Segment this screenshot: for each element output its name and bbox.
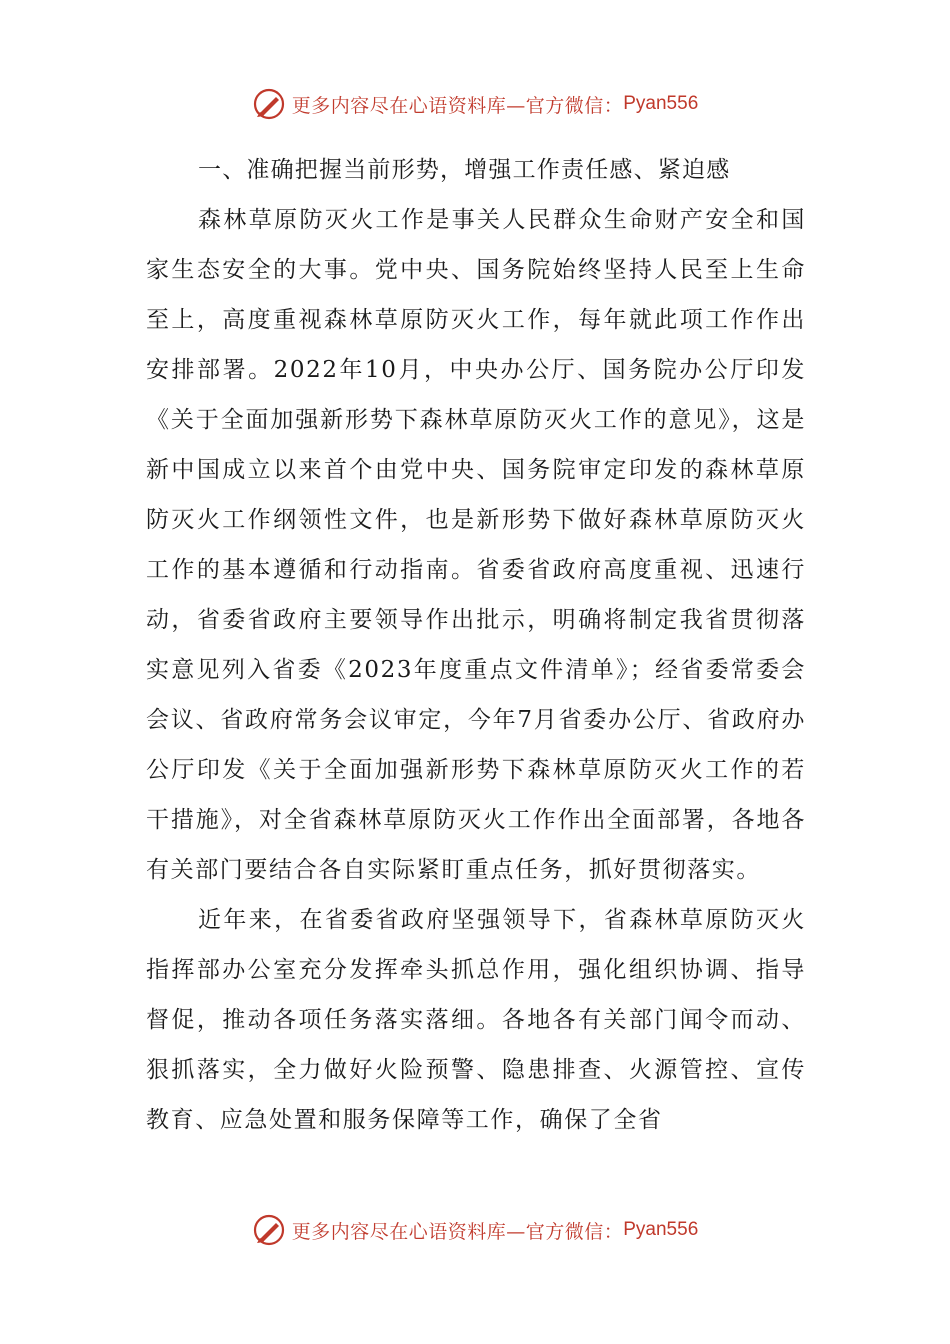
section-heading: 一、准确把握当前形势，增强工作责任感、紧迫感: [198, 157, 731, 183]
paragraph-2: 近年来，在省委省政府坚强领导下，省森林草原防灭火指挥部办公室充分发挥牵头抓总作用，强化组织协调、指导督促，推动各项任务落实落细。各地各有关部门闻令而动、狠抓落实，全力做好火险预警、隐患排查、火源管控、宣传教育、应急处置和服务保障等工作，确保了全省: [146, 907, 806, 1133]
wechat-id: Pyan556: [623, 1219, 699, 1240]
watermark-banner-top: [0, 84, 950, 124]
pen-logo-icon: [252, 87, 286, 121]
paragraph-1: 森林草原防灭火工作是事关人民群众生命财产安全和国家生态安全的大事。党中央、国务院始终坚持人民至上生命至上，高度重视森林草原防灭火工作，每年就此项工作作出安排部署。2022年10月，中央办公厅、国务院办公厅印发《关于全面加强新形势下森林草原防灭火工作的意见》，这是新中国成立以来首个由党中央、国务院审定印发的森林草原防灭火工作纲领性文件，也是新形势下做好森林草原防灭火工作的基本遵循和行动指南。省委省政府高度重视、迅速行动，省委省政府主要领导作出批示，明确将制定我省贯彻落实意见列入省委《2023年度重点文件清单》；经省委常委会会议、省政府常务会议审定，今年7月省委办公厅、省政府办公厅印发《关于全面加强新形势下森林草原防灭火工作的若干措施》，对全省森林草原防灭火工作作出全面部署，各地各有关部门要结合各自实际紧盯重点任务，抓好贯彻落实。: [146, 207, 806, 883]
wechat-id: Pyan556: [623, 93, 699, 114]
watermark-banner-bottom: [0, 1210, 950, 1250]
pen-logo-icon: [252, 1213, 286, 1247]
document-body: [146, 145, 806, 1145]
watermark-text: 更多内容尽在心语资料库—官方微信：: [291, 94, 624, 117]
watermark-text: 更多内容尽在心语资料库—官方微信：: [291, 1220, 624, 1243]
